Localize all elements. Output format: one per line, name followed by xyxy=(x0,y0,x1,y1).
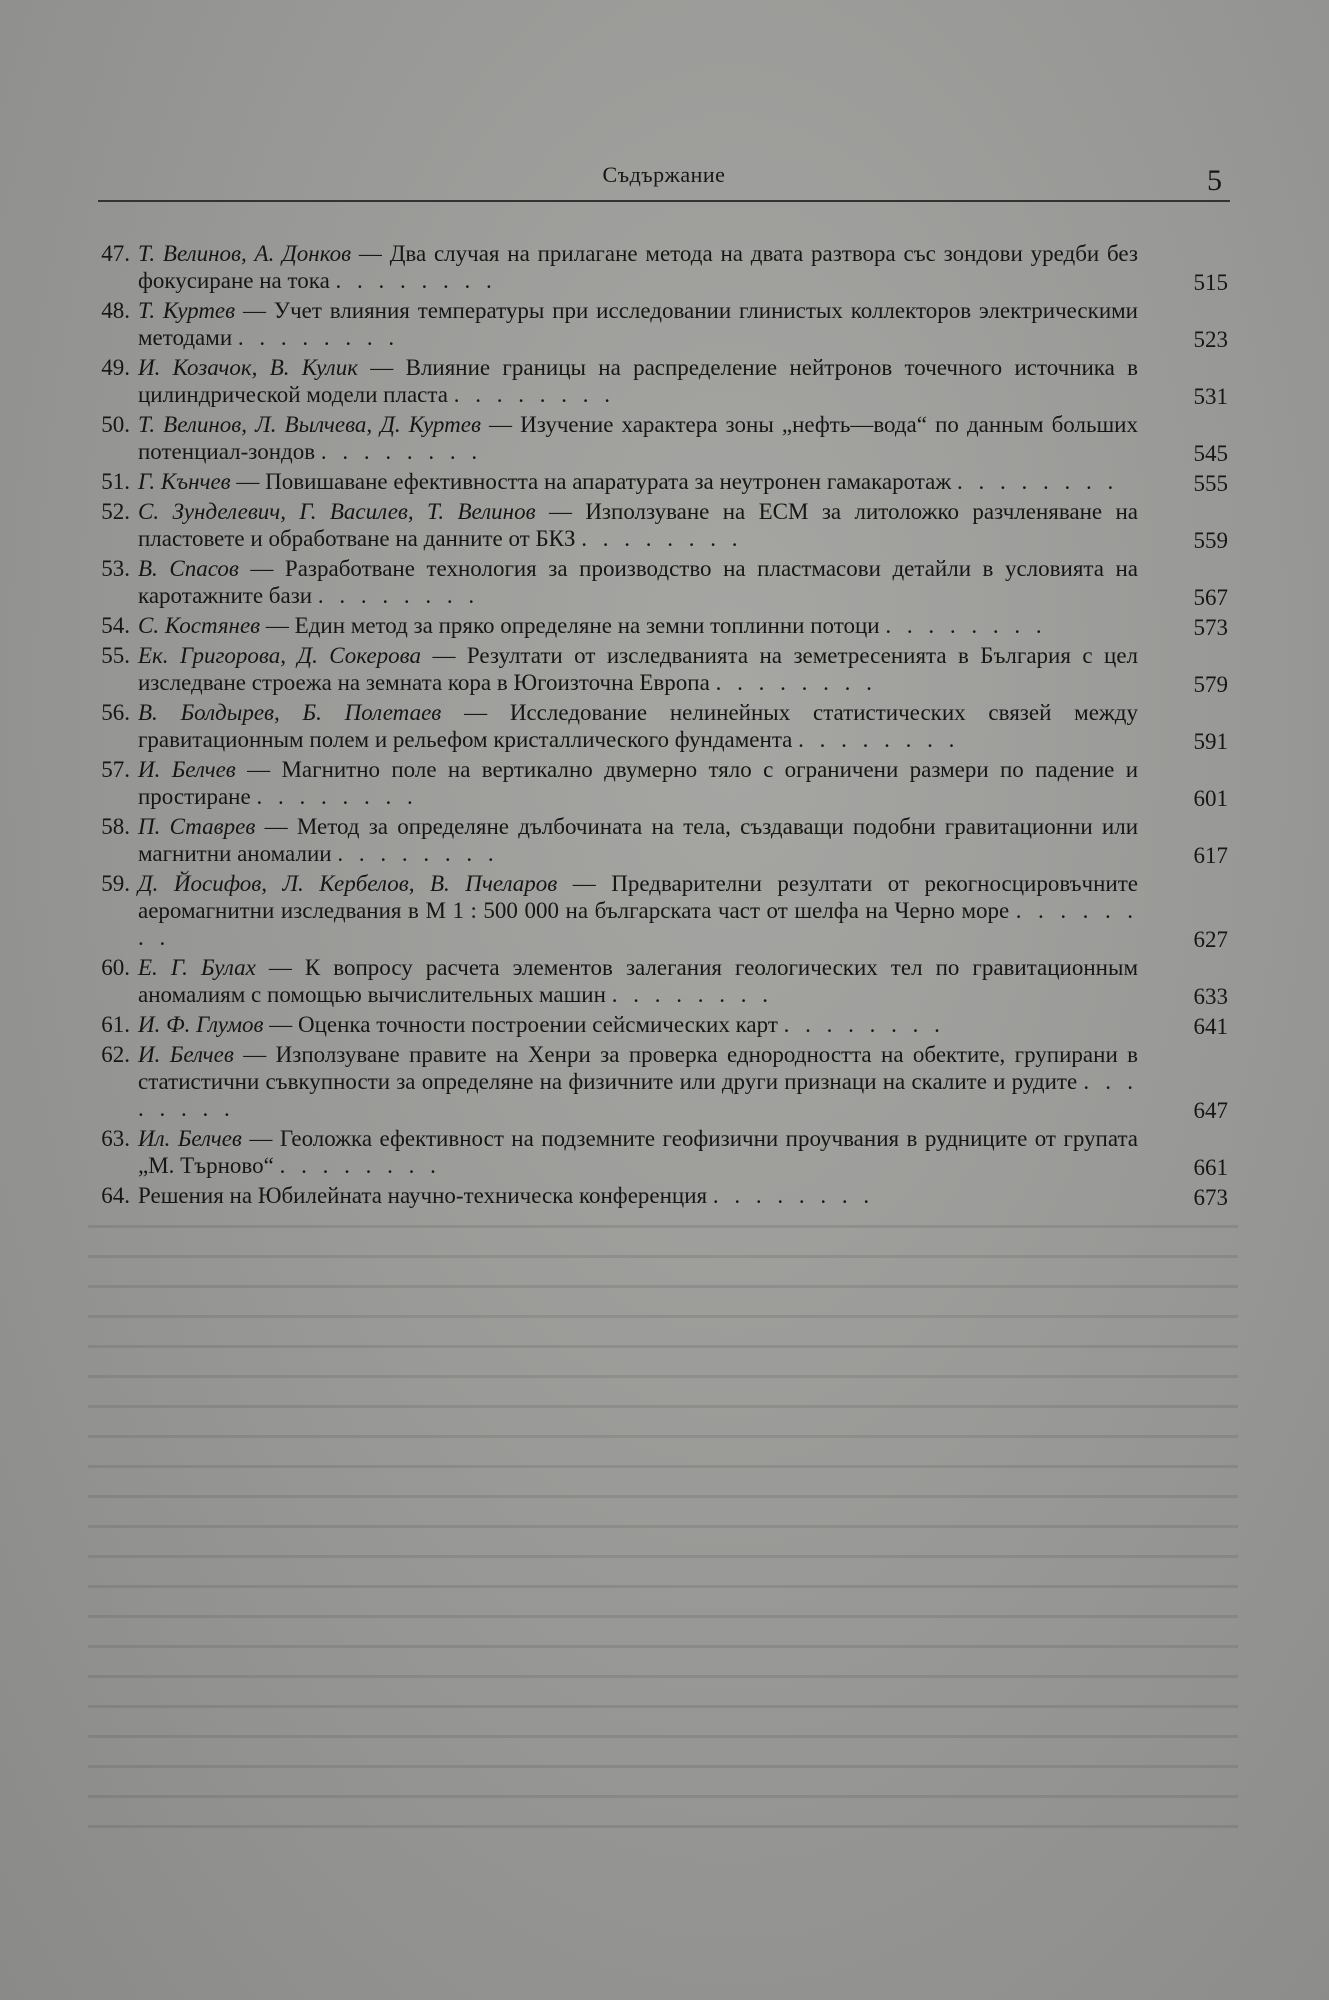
entry-title: — Разработване технология за производство на пластмасови детайли в условията на каротажните бази xyxy=(138,556,1139,608)
entry-page-number: 661 xyxy=(1193,1155,1228,1180)
entry-number: 49. xyxy=(101,355,130,380)
entry-authors: И. Козачок, В. Кулик xyxy=(138,355,358,380)
entry-authors: С. Костянев xyxy=(138,613,261,638)
entry-text xyxy=(138,468,1138,495)
page-header xyxy=(98,160,1230,202)
dot-leader: . . . . . . . . xyxy=(611,982,773,1007)
toc-entry xyxy=(88,1125,1228,1179)
dot-leader: . . . . . . . . xyxy=(138,1069,1139,1121)
entry-title: — Геоложка ефективност на подземните геофизични проучвания в рудниците от групата „М. Търново“ xyxy=(138,1126,1138,1178)
dot-leader: . . . . . . . . xyxy=(335,268,497,293)
toc-entry xyxy=(88,498,1228,552)
entry-text xyxy=(138,297,1138,351)
toc-entry xyxy=(88,870,1228,951)
entry-authors: Ек. Григорова, Д. Сокерова xyxy=(138,643,421,668)
entry-text xyxy=(138,1182,1138,1209)
entry-page-number: 515 xyxy=(1193,270,1228,295)
entry-page-number: 523 xyxy=(1193,327,1228,352)
entry-authors: И. Ф. Глумов xyxy=(138,1012,264,1037)
dot-leader: . . . . . . . . xyxy=(279,1153,441,1178)
entry-page-number: 531 xyxy=(1193,384,1228,409)
entry-number: 47. xyxy=(101,241,130,266)
entry-number: 58. xyxy=(101,814,130,839)
dot-leader: . . . . . . . . xyxy=(138,898,1138,950)
toc-entry xyxy=(88,756,1228,810)
toc-entry xyxy=(88,468,1228,495)
dot-leader: . . . . . . . . xyxy=(317,583,480,608)
entry-title: — Предварителни резултати от рекогносцировъчните аеромагнитни изследвания в М 1 : 500 000 на българската част от шелфа на Черно море xyxy=(138,871,1138,923)
entry-number: 48. xyxy=(101,298,130,323)
entry-title: — Използуване правите на Хенри за проверка еднородността на обектите, групирани в статистични съвкупности за определяне на физичните или други признаци на скалите и рудите xyxy=(138,1042,1138,1094)
entry-authors: Т. Куртев xyxy=(138,298,236,323)
entry-page-number: 641 xyxy=(1193,1014,1228,1039)
toc-entry xyxy=(88,1011,1228,1038)
entry-title: — Два случая на прилагане метода на двата разтвора със зондови уредби без фокусиране на тока xyxy=(138,241,1138,293)
dot-leader: . . . . . . . . xyxy=(712,1183,875,1208)
entry-page-number: 647 xyxy=(1193,1098,1228,1123)
entry-number: 51. xyxy=(101,469,130,494)
toc-entry xyxy=(88,1182,1228,1209)
entry-page-number: 601 xyxy=(1193,786,1228,811)
entry-authors: И. Белчев xyxy=(138,1042,234,1067)
entry-text xyxy=(138,813,1138,867)
entry-authors: В. Спасов xyxy=(138,556,239,581)
entry-text xyxy=(138,870,1138,951)
entry-authors: Е. Г. Булах xyxy=(138,955,256,980)
entry-text xyxy=(138,354,1138,408)
dot-leader: . . . . . . . . xyxy=(237,325,400,350)
dot-leader: . . . . . . . . xyxy=(581,526,743,551)
entry-text xyxy=(138,699,1138,753)
entry-number: 50. xyxy=(101,412,130,437)
entry-title: — Метод за определяне дълбочината на тела, създаващи подобни гравитационни или магнитни аномалии xyxy=(138,814,1139,866)
entry-text xyxy=(138,1011,1138,1038)
entry-authors: И. Белчев xyxy=(138,757,236,782)
entry-text xyxy=(138,498,1138,552)
entry-text xyxy=(138,642,1138,696)
toc-entry xyxy=(88,555,1228,609)
entry-text xyxy=(138,411,1138,465)
entry-page-number: 579 xyxy=(1193,672,1228,697)
entry-title: — Учет влияния температуры при исследовании глинистых коллекторов электрическими методами xyxy=(138,298,1138,350)
entry-text xyxy=(138,612,1138,639)
entry-text xyxy=(138,240,1138,294)
entry-authors: П. Ставрев xyxy=(138,814,256,839)
toc-entry xyxy=(88,411,1228,465)
dot-leader: . . . . . . . . xyxy=(453,382,615,407)
entry-title: — Резултати от изследванията на земетресенията в България с цел изследване строежа на земната кора в Югоизточна Европа xyxy=(138,643,1139,695)
entry-number: 56. xyxy=(101,700,130,725)
table-of-contents xyxy=(88,240,1228,1212)
entry-title: — Влияние границы на распределение нейтронов точечного источника в цилиндрической модели пласта xyxy=(138,355,1139,407)
dot-leader: . . . . . . . . xyxy=(885,613,1047,638)
dot-leader: . . . . . . . . xyxy=(798,727,960,752)
dot-leader: . . . . . . . . xyxy=(337,841,499,866)
entry-title: — К вопросу расчета элементов залегания геологических тел по гравитационным аномалиям с помощью вычислительных машин xyxy=(138,955,1138,1007)
entry-number: 52. xyxy=(101,499,130,524)
entry-title: — Магнитно поле на вертикално двумерно тяло с ограничени размери по падение и простиране xyxy=(138,757,1139,809)
entry-page-number: 627 xyxy=(1193,927,1228,952)
toc-entry xyxy=(88,954,1228,1008)
entry-title: — Оценка точности построении сейсмических карт xyxy=(269,1012,778,1037)
toc-entry xyxy=(88,297,1228,351)
entry-title: — Изучение характера зоны „нефть—вода“ по данным больших потенциал-зондов xyxy=(138,412,1138,464)
entry-title: Решения на Юбилейната научно-техническа конференция xyxy=(138,1183,708,1208)
entry-page-number: 591 xyxy=(1193,729,1228,754)
entry-number: 64. xyxy=(101,1183,130,1208)
entry-title: — Един метод за пряко определяне на земни топлинни потоци xyxy=(265,613,880,638)
toc-entry xyxy=(88,240,1228,294)
entry-number: 62. xyxy=(101,1042,130,1067)
dot-leader: . . . . . . . . xyxy=(256,784,418,809)
entry-authors: Д. Йосифов, Л. Кербелов, В. Пчеларов xyxy=(138,871,558,896)
entry-number: 53. xyxy=(101,556,130,581)
toc-entry xyxy=(88,699,1228,753)
entry-text xyxy=(138,954,1138,1008)
entry-title: — Повишаване ефективността на апаратурата за неутронен гамакаротаж xyxy=(236,469,952,494)
toc-entry xyxy=(88,612,1228,639)
bleed-through-text xyxy=(88,1225,1238,1905)
entry-text xyxy=(138,1041,1138,1122)
entry-number: 63. xyxy=(101,1126,130,1151)
entry-page-number: 633 xyxy=(1193,984,1228,1009)
entry-page-number: 573 xyxy=(1193,615,1228,640)
entry-number: 60. xyxy=(101,955,130,980)
entry-number: 57. xyxy=(101,757,130,782)
entry-authors: Г. Кънчев xyxy=(138,469,231,494)
entry-number: 59. xyxy=(101,871,130,896)
entry-title: — Исследование нелинейных статистических связей между гравитационным полем и рельефом кристаллического фундамента xyxy=(138,700,1139,752)
toc-entry xyxy=(88,642,1228,696)
entry-page-number: 673 xyxy=(1193,1185,1228,1210)
entry-title: — Използуване на ЕСМ за литоложко разчленяване на пластовете и обработване на данните от БКЗ xyxy=(138,499,1138,551)
entry-page-number: 545 xyxy=(1193,441,1228,466)
entry-text xyxy=(138,555,1138,609)
entry-page-number: 567 xyxy=(1193,585,1228,610)
entry-page-number: 559 xyxy=(1193,528,1228,553)
entry-text xyxy=(138,756,1138,810)
toc-entry xyxy=(88,813,1228,867)
page-number: 5 xyxy=(1207,164,1222,197)
page-title: Съдържание xyxy=(602,162,726,187)
entry-number: 61. xyxy=(101,1012,130,1037)
entry-page-number: 617 xyxy=(1193,843,1228,868)
entry-authors: Т. Велинов, Л. Вылчева, Д. Куртев xyxy=(138,412,481,437)
entry-page-number: 555 xyxy=(1193,471,1228,496)
entry-text xyxy=(138,1125,1138,1179)
dot-leader: . . . . . . . . xyxy=(957,469,1119,494)
entry-authors: Ил. Белчев xyxy=(138,1126,242,1151)
dot-leader: . . . . . . . . xyxy=(783,1012,945,1037)
toc-entry xyxy=(88,354,1228,408)
toc-entry xyxy=(88,1041,1228,1122)
entry-authors: В. Болдырев, Б. Полетаев xyxy=(138,700,442,725)
entry-number: 54. xyxy=(101,613,130,638)
dot-leader: . . . . . . . . xyxy=(715,670,877,695)
entry-authors: Т. Велинов, А. Донков xyxy=(138,241,352,266)
dot-leader: . . . . . . . . xyxy=(320,439,483,464)
entry-number: 55. xyxy=(101,643,130,668)
entry-authors: С. Зунделевич, Г. Василев, Т. Велинов xyxy=(138,499,536,524)
